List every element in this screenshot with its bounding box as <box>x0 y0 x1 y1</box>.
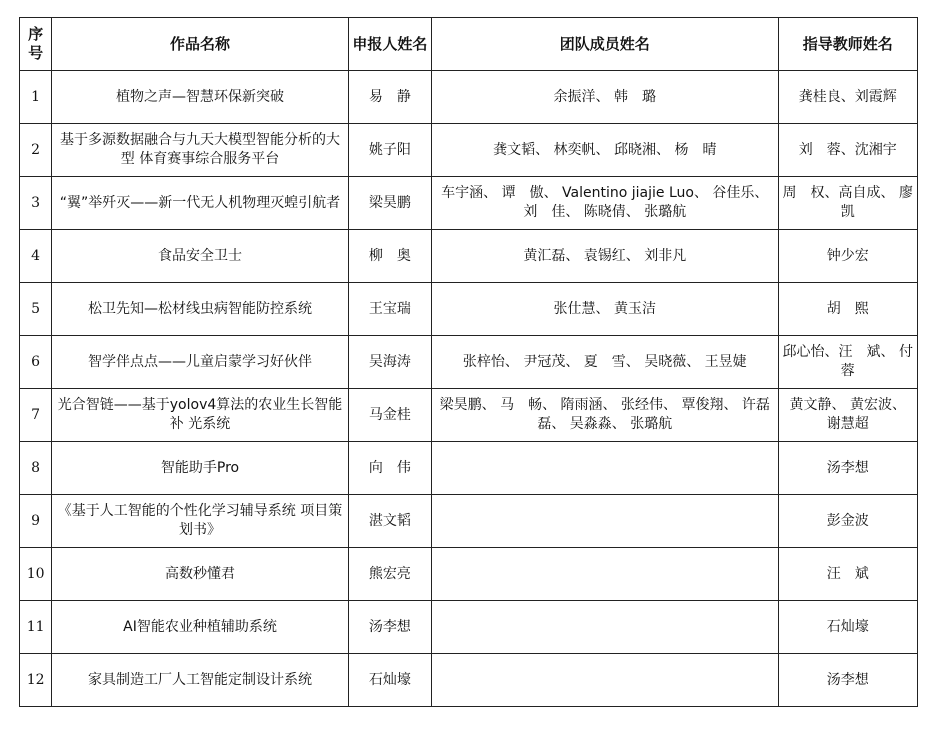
cell-work: 《基于人工智能的个性化学习辅导系统 项目策划书》 <box>52 495 349 548</box>
cell-teacher: 胡 熙 <box>778 283 917 336</box>
cell-work: 智学伴点点——儿童启蒙学习好伙伴 <box>52 336 349 389</box>
table-row <box>20 601 918 654</box>
cell-no: 8 <box>20 442 52 495</box>
cell-work: 基于多源数据融合与九天大模型智能分析的大型 体育赛事综合服务平台 <box>52 124 349 177</box>
cell-members: 张梓怡、 尹冠茂、 夏 雪、 吴晓薇、 王昱婕 <box>432 336 779 389</box>
cell-applicant: 熊宏亮 <box>348 548 431 601</box>
cell-members: 龚文韬、 林奕帆、 邱晓湘、 杨 晴 <box>432 124 779 177</box>
cell-members: 张仕慧、 黄玉洁 <box>432 283 779 336</box>
table-row <box>20 442 918 495</box>
cell-work: 智能助手Pro <box>52 442 349 495</box>
table-row <box>20 548 918 601</box>
cell-no: 9 <box>20 495 52 548</box>
cell-work: 植物之声—智慧环保新突破 <box>52 71 349 124</box>
table-row <box>20 336 918 389</box>
header-members: 团队成员姓名 <box>432 18 779 71</box>
cell-members <box>432 548 779 601</box>
cell-work: 松卫先知—松材线虫病智能防控系统 <box>52 283 349 336</box>
cell-no: 4 <box>20 230 52 283</box>
cell-work: “翼”举歼灭——新一代无人机物理灭蝗引航者 <box>52 177 349 230</box>
cell-applicant: 湛文韬 <box>348 495 431 548</box>
cell-members <box>432 495 779 548</box>
cell-work: 高数秒懂君 <box>52 548 349 601</box>
cell-teacher: 黄文静、 黄宏波、 谢慧超 <box>778 389 917 442</box>
table-row <box>20 283 918 336</box>
cell-members <box>432 601 779 654</box>
cell-members: 余振洋、 韩 璐 <box>432 71 779 124</box>
cell-no: 5 <box>20 283 52 336</box>
cell-members: 梁昊鹏、 马 畅、 隋雨涵、 张经伟、 覃俊翔、 许磊磊、 吴淼淼、 张璐航 <box>432 389 779 442</box>
cell-applicant: 汤李想 <box>348 601 431 654</box>
cell-applicant: 马金桂 <box>348 389 431 442</box>
cell-teacher: 彭金波 <box>778 495 917 548</box>
table-row <box>20 230 918 283</box>
header-applicant: 申报人姓名 <box>348 18 431 71</box>
table-row <box>20 177 918 230</box>
cell-no: 11 <box>20 601 52 654</box>
cell-applicant: 梁昊鹏 <box>348 177 431 230</box>
cell-teacher: 邱心怡、汪 斌、 付 蓉 <box>778 336 917 389</box>
header-work: 作品名称 <box>52 18 349 71</box>
header-teacher: 指导教师姓名 <box>778 18 917 71</box>
cell-members: 黄汇磊、 袁锡红、 刘非凡 <box>432 230 779 283</box>
cell-teacher: 汤李想 <box>778 442 917 495</box>
cell-applicant: 吴海涛 <box>348 336 431 389</box>
cell-applicant: 王宝瑞 <box>348 283 431 336</box>
cell-teacher: 刘 蓉、沈湘宇 <box>778 124 917 177</box>
cell-teacher: 汪 斌 <box>778 548 917 601</box>
cell-applicant: 易 静 <box>348 71 431 124</box>
cell-work: 食品安全卫士 <box>52 230 349 283</box>
cell-no: 12 <box>20 654 52 707</box>
cell-members <box>432 442 779 495</box>
table-row <box>20 71 918 124</box>
cell-teacher: 钟少宏 <box>778 230 917 283</box>
cell-applicant: 姚子阳 <box>348 124 431 177</box>
cell-applicant: 向 伟 <box>348 442 431 495</box>
table-row <box>20 495 918 548</box>
header-no: 序号 <box>20 18 52 71</box>
cell-work: 光合智链——基于yolov4算法的农业生长智能补 光系统 <box>52 389 349 442</box>
cell-teacher: 周 权、高自成、 廖 凯 <box>778 177 917 230</box>
project-table <box>19 17 927 707</box>
cell-no: 10 <box>20 548 52 601</box>
cell-teacher: 石灿壕 <box>778 601 917 654</box>
table-row <box>20 389 918 442</box>
cell-no: 6 <box>20 336 52 389</box>
cell-work: AI智能农业种植辅助系统 <box>52 601 349 654</box>
cell-work: 家具制造工厂人工智能定制设计系统 <box>52 654 349 707</box>
cell-members <box>432 654 779 707</box>
cell-applicant: 石灿壕 <box>348 654 431 707</box>
cell-applicant: 柳 奥 <box>348 230 431 283</box>
cell-no: 7 <box>20 389 52 442</box>
cell-members: 车宇涵、 谭 傲、 Valentino jiajie Luo、 谷佳乐、 刘 佳、 陈晓倩、 张璐航 <box>432 177 779 230</box>
table-row <box>20 124 918 177</box>
cell-teacher: 汤李想 <box>778 654 917 707</box>
table-row <box>20 654 918 707</box>
cell-no: 2 <box>20 124 52 177</box>
cell-teacher: 龚桂良、刘霞辉 <box>778 71 917 124</box>
cell-no: 1 <box>20 71 52 124</box>
cell-no: 3 <box>20 177 52 230</box>
header-row <box>20 18 918 71</box>
